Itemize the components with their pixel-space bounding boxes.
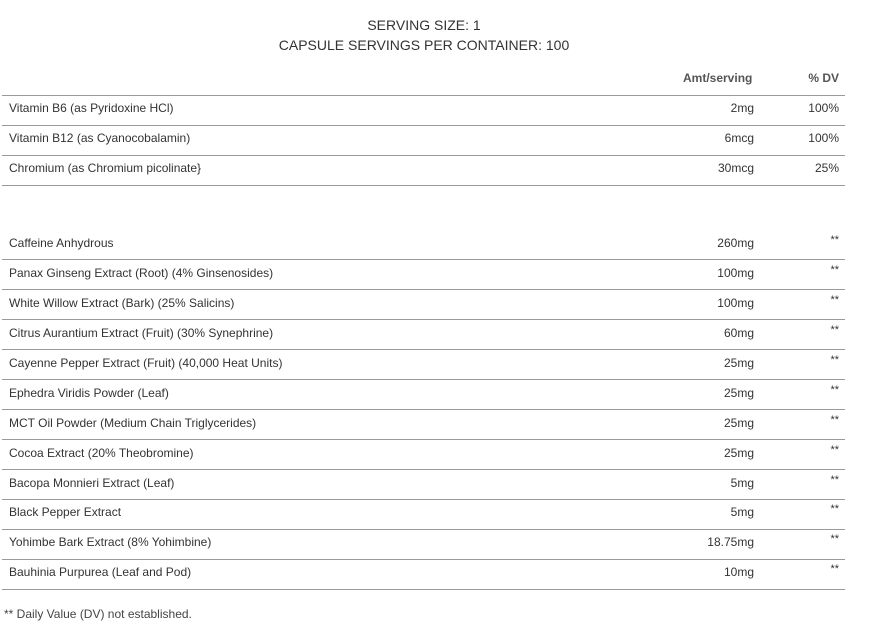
ingredient-row xyxy=(2,259,845,288)
ingredient-dv: ** xyxy=(830,444,839,456)
ingredient-name: Citrus Aurantium Extract (Fruit) (30% Synephrine) xyxy=(9,326,274,340)
ingredient-row xyxy=(2,528,845,557)
amount-header: Amt/serving xyxy=(683,71,753,85)
divider xyxy=(2,185,845,186)
ingredient-row xyxy=(2,409,845,438)
ingredient-row xyxy=(2,349,845,378)
ingredient-dv: ** xyxy=(830,414,839,426)
ingredient-name: MCT Oil Powder (Medium Chain Triglycerides) xyxy=(9,416,257,430)
nutrient-dv: 25% xyxy=(814,161,839,175)
ingredient-name: Cayenne Pepper Extract (Fruit) (40,000 Heat Units) xyxy=(9,356,283,370)
dv-header: % DV xyxy=(808,71,839,85)
ingredient-row xyxy=(2,469,845,498)
ingredient-amount: 18.75mg xyxy=(707,535,754,549)
ingredient-name: Ephedra Viridis Powder (Leaf) xyxy=(9,386,169,400)
ingredient-name: Yohimbe Bark Extract (8% Yohimbine) xyxy=(9,535,212,549)
nutrient-amount: 30mcg xyxy=(717,161,754,175)
ingredient-dv: ** xyxy=(830,533,839,545)
ingredient-amount: 10mg xyxy=(723,565,754,579)
divider xyxy=(2,589,845,590)
ingredient-amount: 100mg xyxy=(717,266,754,280)
nutrient-amount: 2mg xyxy=(730,101,754,115)
ingredient-amount: 60mg xyxy=(723,326,754,340)
nutrient-name: Vitamin B12 (as Cyanocobalamin) xyxy=(9,131,191,145)
ingredient-name: Panax Ginseng Extract (Root) (4% Ginsenosides) xyxy=(9,266,274,280)
ingredient-dv: ** xyxy=(830,324,839,336)
ingredient-row xyxy=(2,229,845,258)
ingredient-amount: 25mg xyxy=(723,386,754,400)
ingredient-row xyxy=(2,319,845,348)
ingredient-dv: ** xyxy=(830,503,839,515)
ingredient-row xyxy=(2,439,845,468)
ingredient-dv: ** xyxy=(830,384,839,396)
nutrient-dv: 100% xyxy=(808,101,839,115)
ingredient-amount: 260mg xyxy=(717,236,754,250)
ingredient-name: Cocoa Extract (20% Theobromine) xyxy=(9,446,194,460)
ingredient-name: Bacopa Monnieri Extract (Leaf) xyxy=(9,476,175,490)
nutrient-row xyxy=(2,154,845,183)
servings-per-container: CAPSULE SERVINGS PER CONTAINER: 100 xyxy=(278,37,570,53)
ingredient-name: Bauhinia Purpurea (Leaf and Pod) xyxy=(9,565,192,579)
ingredient-row xyxy=(2,289,845,318)
nutrient-row xyxy=(2,124,845,153)
ingredient-amount: 100mg xyxy=(717,296,754,310)
nutrient-dv: 100% xyxy=(808,131,839,145)
ingredient-amount: 25mg xyxy=(723,356,754,370)
daily-value-footnote: ** Daily Value (DV) not established. xyxy=(4,607,192,621)
ingredient-dv: ** xyxy=(830,234,839,246)
ingredient-dv: ** xyxy=(830,354,839,366)
nutrient-name: Chromium (as Chromium picolinate} xyxy=(9,161,202,175)
ingredient-row xyxy=(2,379,845,408)
ingredient-dv: ** xyxy=(830,563,839,575)
ingredient-dv: ** xyxy=(830,294,839,306)
nutrient-name: Vitamin B6 (as Pyridoxine HCl) xyxy=(9,101,174,115)
ingredient-dv: ** xyxy=(830,264,839,276)
nutrient-row xyxy=(2,94,845,123)
ingredient-amount: 5mg xyxy=(730,476,754,490)
ingredient-row xyxy=(2,498,845,527)
ingredient-amount: 5mg xyxy=(730,505,754,519)
ingredient-amount: 25mg xyxy=(723,416,754,430)
ingredient-row xyxy=(2,558,845,587)
ingredient-amount: 25mg xyxy=(723,446,754,460)
nutrient-amount: 6mcg xyxy=(724,131,754,145)
ingredient-name: Caffeine Anhydrous xyxy=(9,236,114,250)
ingredient-name: Black Pepper Extract xyxy=(9,505,122,519)
ingredient-dv: ** xyxy=(830,474,839,486)
ingredient-name: White Willow Extract (Bark) (25% Salicins) xyxy=(9,296,235,310)
serving-size: SERVING SIZE: 1 xyxy=(367,17,481,33)
